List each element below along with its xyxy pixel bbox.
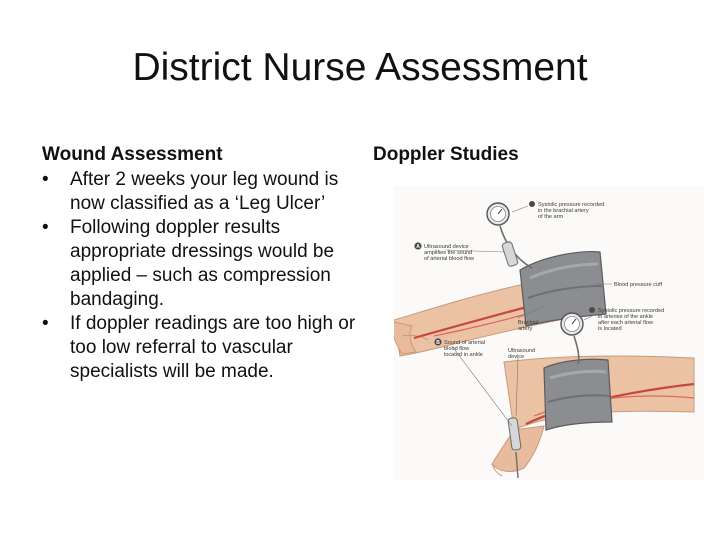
callout-systolic-arm-line: of the arm [538, 214, 564, 220]
callout-systolic-ankle-line: in arteries of the ankle [598, 314, 654, 320]
callout-brachial-line: Brachial [518, 320, 539, 326]
bullet-text: If doppler readings are too high or too low referral to vascular specialists will be made. [70, 313, 356, 382]
wound-assessment-section [42, 142, 360, 384]
callout-b-marker-text: B [436, 340, 440, 346]
callout-brachial-line: artery [518, 326, 533, 332]
bullet-item [42, 312, 360, 384]
bullet-text: Following doppler results appropriate dressings would be applied – such as compression bandaging. [70, 217, 335, 310]
callout-systolic-arm-line: in the brachial artery [538, 208, 589, 214]
doppler-illustration [394, 186, 704, 480]
callout-systolic-arm-marker [529, 201, 535, 207]
callout-systolic-ankle-line: after each arterial flow [598, 320, 654, 326]
callout-a-line: amplifies the sound [424, 250, 473, 256]
callout-a [414, 242, 475, 262]
doppler-illustration-svg [394, 186, 704, 480]
bullet-icon: • [42, 169, 49, 190]
bullet-text: After 2 weeks your leg wound is now classified as a ‘Leg Ulcer’ [70, 169, 339, 214]
callout-systolic-arm-line: Systolic pressure recorded [538, 202, 605, 208]
slide-title: District Nurse Assessment [132, 46, 588, 89]
callout-systolic-ankle-line: is located [598, 326, 622, 332]
callout-systolic-ankle-line: Systolic pressure recorded [598, 308, 665, 314]
callout-ultrasound-line: Ultrasound [508, 348, 536, 354]
bullet-item [42, 216, 360, 312]
callout-a-line: Ultrasound device [424, 244, 469, 250]
callout-ultrasound-line: device [508, 354, 525, 360]
bullet-icon: • [42, 313, 49, 334]
callout-b-line: blood flow [444, 346, 470, 352]
callout-cuff: Blood pressure cuff [614, 282, 663, 288]
callout-b-line: Sound of arterial [444, 340, 486, 346]
doppler-studies-heading: Doppler Studies [373, 144, 519, 165]
bullet-icon: • [42, 217, 49, 238]
doppler-studies-section [373, 142, 703, 168]
callout-b-line: located in ankle [444, 352, 483, 358]
bullet-item [42, 168, 360, 216]
wound-assessment-bullets [42, 168, 360, 384]
callout-systolic-ankle-marker [589, 307, 595, 313]
wound-assessment-heading: Wound Assessment [42, 144, 223, 165]
callout-a-line: of arterial blood flow [424, 256, 475, 262]
callout-a-marker-text: A [416, 244, 420, 250]
